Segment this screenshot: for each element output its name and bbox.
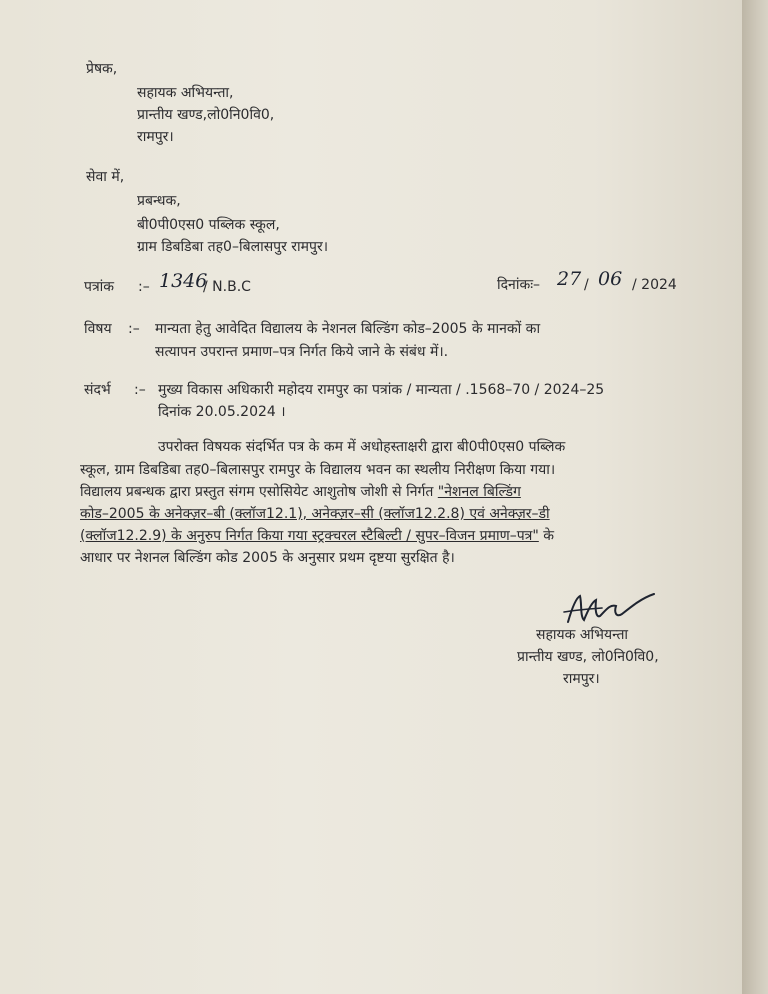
- body-line-3-plain: विद्यालय प्रबन्धक द्वारा प्रस्तुत संगम एसोसियेट आशुतोष जोशी से निर्गत: [80, 484, 434, 500]
- sender-line-2: प्रान्तीय खण्ड,लो0नि0वि0,: [137, 107, 275, 123]
- patrank-handwritten-number: 1346: [159, 270, 208, 292]
- patrank-label: पत्रांक: [84, 279, 115, 295]
- recipient-label: सेवा में,: [86, 169, 125, 185]
- body-line-5: [80, 527, 682, 545]
- sender-label: प्रेषक,: [86, 61, 118, 77]
- body-line-2: स्कूल, ग्राम डिबडिबा तह0–बिलासपुर रामपुर के विद्यालय भवन का स्थलीय निरीक्षण किया गया।: [80, 462, 556, 478]
- sandarbh-line-1: मुख्य विकास अधिकारी महोदय रामपुर का पत्रांक / मान्यता / .1568–70 / 2024–25: [158, 382, 605, 398]
- body-line-3: [80, 483, 682, 501]
- sandarbh-label: संदर्भ: [84, 382, 111, 398]
- signatory-line-1: सहायक अभियन्ता: [536, 627, 629, 643]
- recipient-line-3: ग्राम डिबडिबा तह0–बिलासपुर रामपुर।: [137, 239, 328, 255]
- sender-line-3: रामपुर।: [137, 129, 174, 145]
- patrank-separator: :–: [138, 279, 150, 295]
- subject-label: विषय: [84, 321, 112, 337]
- body-line-3-underlined: "नेशनल बिल्डिंग: [437, 484, 521, 500]
- dinank-label: दिनांकः–: [497, 277, 541, 293]
- signatory-line-3: रामपुर।: [563, 671, 600, 687]
- body-line-5-underlined: (क्लॉज12.2.9) के अनुरुप निर्गत किया गया स्ट्रक्चरल स्टैबिल्टी / सुपर–विजन प्रमाण–पत्र": [80, 528, 539, 544]
- date-month-handwritten: 06: [598, 268, 623, 290]
- sandarbh-separator: :–: [134, 382, 146, 398]
- subject-line-1: मान्यता हेतु आवेदित विद्यालय के नेशनल बिल्डिंग कोड–2005 के मानकों का: [155, 321, 541, 337]
- body-line-1: उपरोक्त विषयक संदर्भित पत्र के कम में अधोहस्ताक्षरी द्वारा बी0पी0एस0 पब्लिक: [158, 439, 566, 455]
- date-day-handwritten: 27: [557, 268, 582, 290]
- subject-separator: :–: [128, 321, 140, 337]
- signatory-line-2: प्रान्तीय खण्ड, लो0नि0वि0,: [517, 649, 659, 665]
- recipient-line-2: बी0पी0एस0 पब्लिक स्कूल,: [137, 217, 280, 233]
- subject-line-2: सत्यापन उपरान्त प्रमाण–पत्र निर्गत किये जाने के संबंध में।.: [155, 344, 449, 360]
- body-line-5-plain: के: [543, 528, 555, 544]
- date-year: / 2024: [632, 277, 677, 293]
- body-line-4: कोड–2005 के अनेक्ज़र–बी (क्लॉज12.1), अनेक्ज़र–सी (क्लॉज12.2.8) एवं अनेक्ज़र–डी: [80, 506, 550, 522]
- patrank-suffix: / N.B.C: [203, 279, 251, 295]
- body-line-6: आधार पर नेशनल बिल्डिंग कोड 2005 के अनुसार प्रथम दृष्टया सुरक्षित है।: [80, 550, 455, 566]
- sender-line-1: सहायक अभियन्ता,: [137, 85, 234, 101]
- sandarbh-line-2: दिनांक 20.05.2024 ।: [158, 404, 286, 420]
- recipient-line-1: प्रबन्धक,: [137, 193, 181, 209]
- paper-edge-shadow: [742, 0, 768, 994]
- date-slash: /: [584, 277, 589, 293]
